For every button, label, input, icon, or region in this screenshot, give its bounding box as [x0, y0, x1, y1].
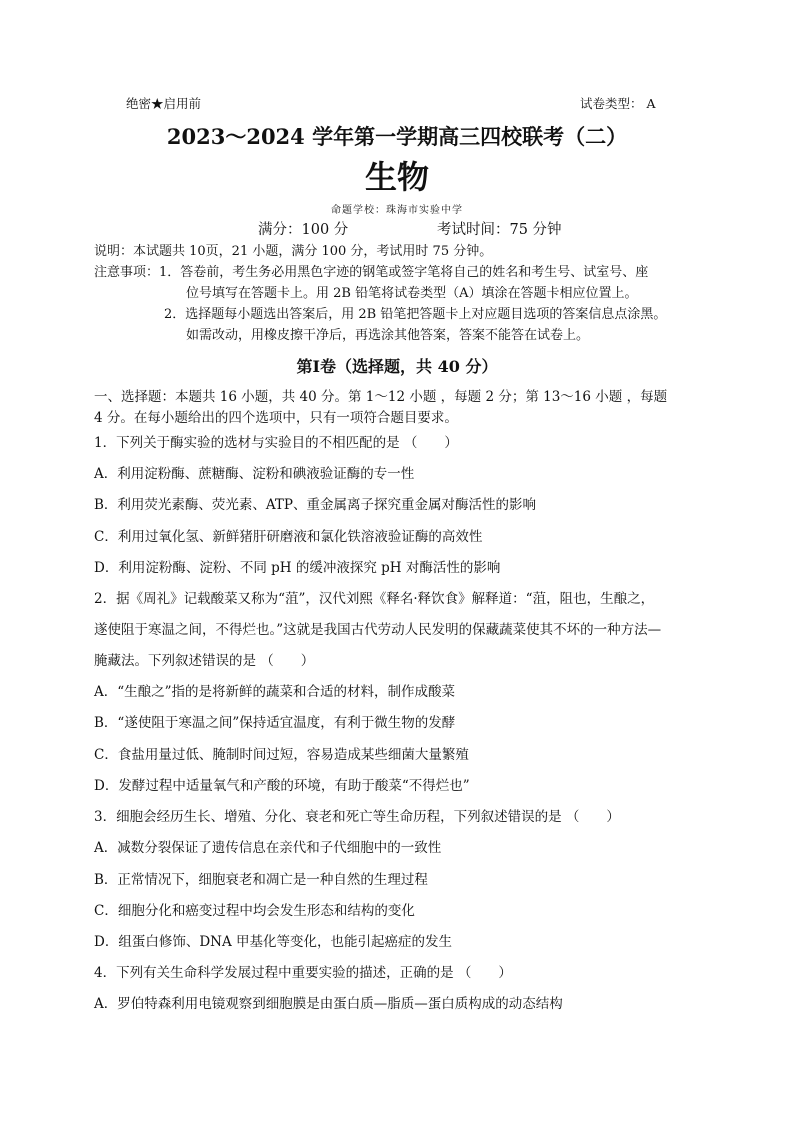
paper-type-label: 试卷类型： A [580, 96, 656, 111]
question-2-option-d: D．发酵过程中适量氧气和产酸的环境，有助于酸菜“不得烂也” [94, 778, 470, 794]
attention-note-2b: 如需改动，用橡皮擦干净后，再选涂其他答案，答案不能答在试卷上。 [186, 328, 590, 343]
question-2-stem-2: 遂使阻于寒温之间，不得烂也。”这就是我国古代劳动人民发明的保藏蔬菜使其不坏的一种方法— [94, 622, 662, 638]
attention-note-1b: 位号填写在答题卡上。用 2B 铅笔将试卷类型（A）填涂在答题卡相应位置上。 [186, 286, 638, 301]
attention-note-2a: 2．选择题每小题选出答案后，用 2B 铅笔把答题卡上对应题目选项的答案信息点涂黑。 [164, 307, 667, 322]
question-2-option-a: A．“生酿之”指的是将新鲜的蔬菜和合适的材料，制作成酸菜 [94, 684, 456, 700]
question-3-option-b: B．正常情况下，细胞衰老和凋亡是一种自然的生理过程 [94, 872, 428, 888]
exam-time: 考试时间：75 分钟 [437, 222, 562, 238]
explain-note: 说明：本试题共 10页，21 小题，满分 100 分，考试用时 75 分钟。 [94, 244, 493, 259]
question-1-option-d: D．利用淀粉酶、淀粉、不同 pH 的缓冲液探究 pH 对酶活性的影响 [94, 560, 501, 576]
question-3-option-c: C．细胞分化和癌变过程中均会发生形态和结构的变化 [94, 903, 415, 919]
question-2-stem-1: 2．据《周礼》记载酸菜又称为“菹”，汉代刘熙《释名·释饮食》解释道：“菹，阻也，生酿之， [94, 591, 655, 607]
question-2-option-c: C．食盐用量过低、腌制时间过短，容易造成某些细菌大量繁殖 [94, 747, 469, 763]
question-3-option-a: A．减数分裂保证了遗传信息在亲代和子代细胞中的一致性 [94, 840, 442, 856]
question-4-stem: 4．下列有关生命科学发展过程中重要实验的描述，正确的是 （ ） [94, 965, 512, 981]
question-3-stem: 3．细胞会经历生长、增殖、分化、衰老和死亡等生命历程，下列叙述错误的是 （ ） [94, 809, 620, 825]
attention-note-1a: 注意事项：1．答卷前，考生务必用黑色字迹的钢笔或签字笔将自己的姓名和考生号、试室号、座 [94, 265, 649, 280]
confidential-label: 绝密★启用前 [126, 96, 202, 111]
question-1-option-b: B．利用荧光素酶、荧光素、ATP、重金属离子探究重金属对酶活性的影响 [94, 497, 537, 513]
instructions-line-1: 一、选择题：本题共 16 小题，共 40 分。第 1～12 小题 ，每题 2 分；第 13～16 小题 ，每题 [94, 389, 668, 405]
setting-school: 命题学校：珠海市实验中学 [331, 205, 463, 216]
question-2-option-b: B．“遂使阻于寒温之间”保持适宜温度，有利于微生物的发酵 [94, 715, 456, 731]
question-3-option-d: D．组蛋白修饰、DNA 甲基化等变化，也能引起癌症的发生 [94, 934, 452, 950]
instructions-line-2: 4 分。在每小题给出的四个选项中，只有一项符合题目要求。 [94, 410, 458, 426]
subject-title: 生物 [364, 158, 429, 196]
full-score: 满分：100 分 [258, 222, 349, 238]
question-1-option-a: A．利用淀粉酶、蔗糖酶、淀粉和碘液验证酶的专一性 [94, 466, 415, 482]
question-4-option-a: A．罗伯特森利用电镜观察到细胞膜是由蛋白质—脂质—蛋白质构成的动态结构 [94, 996, 563, 1012]
question-1-option-c: C．利用过氧化氢、新鲜猪肝研磨液和氯化铁溶液验证酶的高效性 [94, 529, 483, 545]
section-title: 第Ⅰ卷（选择题，共 40 分） [296, 357, 498, 376]
question-1-stem: 1．下列关于酶实验的选材与实验目的不相匹配的是 （ ） [94, 435, 458, 451]
question-2-stem-3: 腌藏法。下列叙述错误的是 （ ） [94, 653, 315, 669]
exam-title: 2023～2024 学年第一学期高三四校联考（二） [166, 124, 628, 149]
